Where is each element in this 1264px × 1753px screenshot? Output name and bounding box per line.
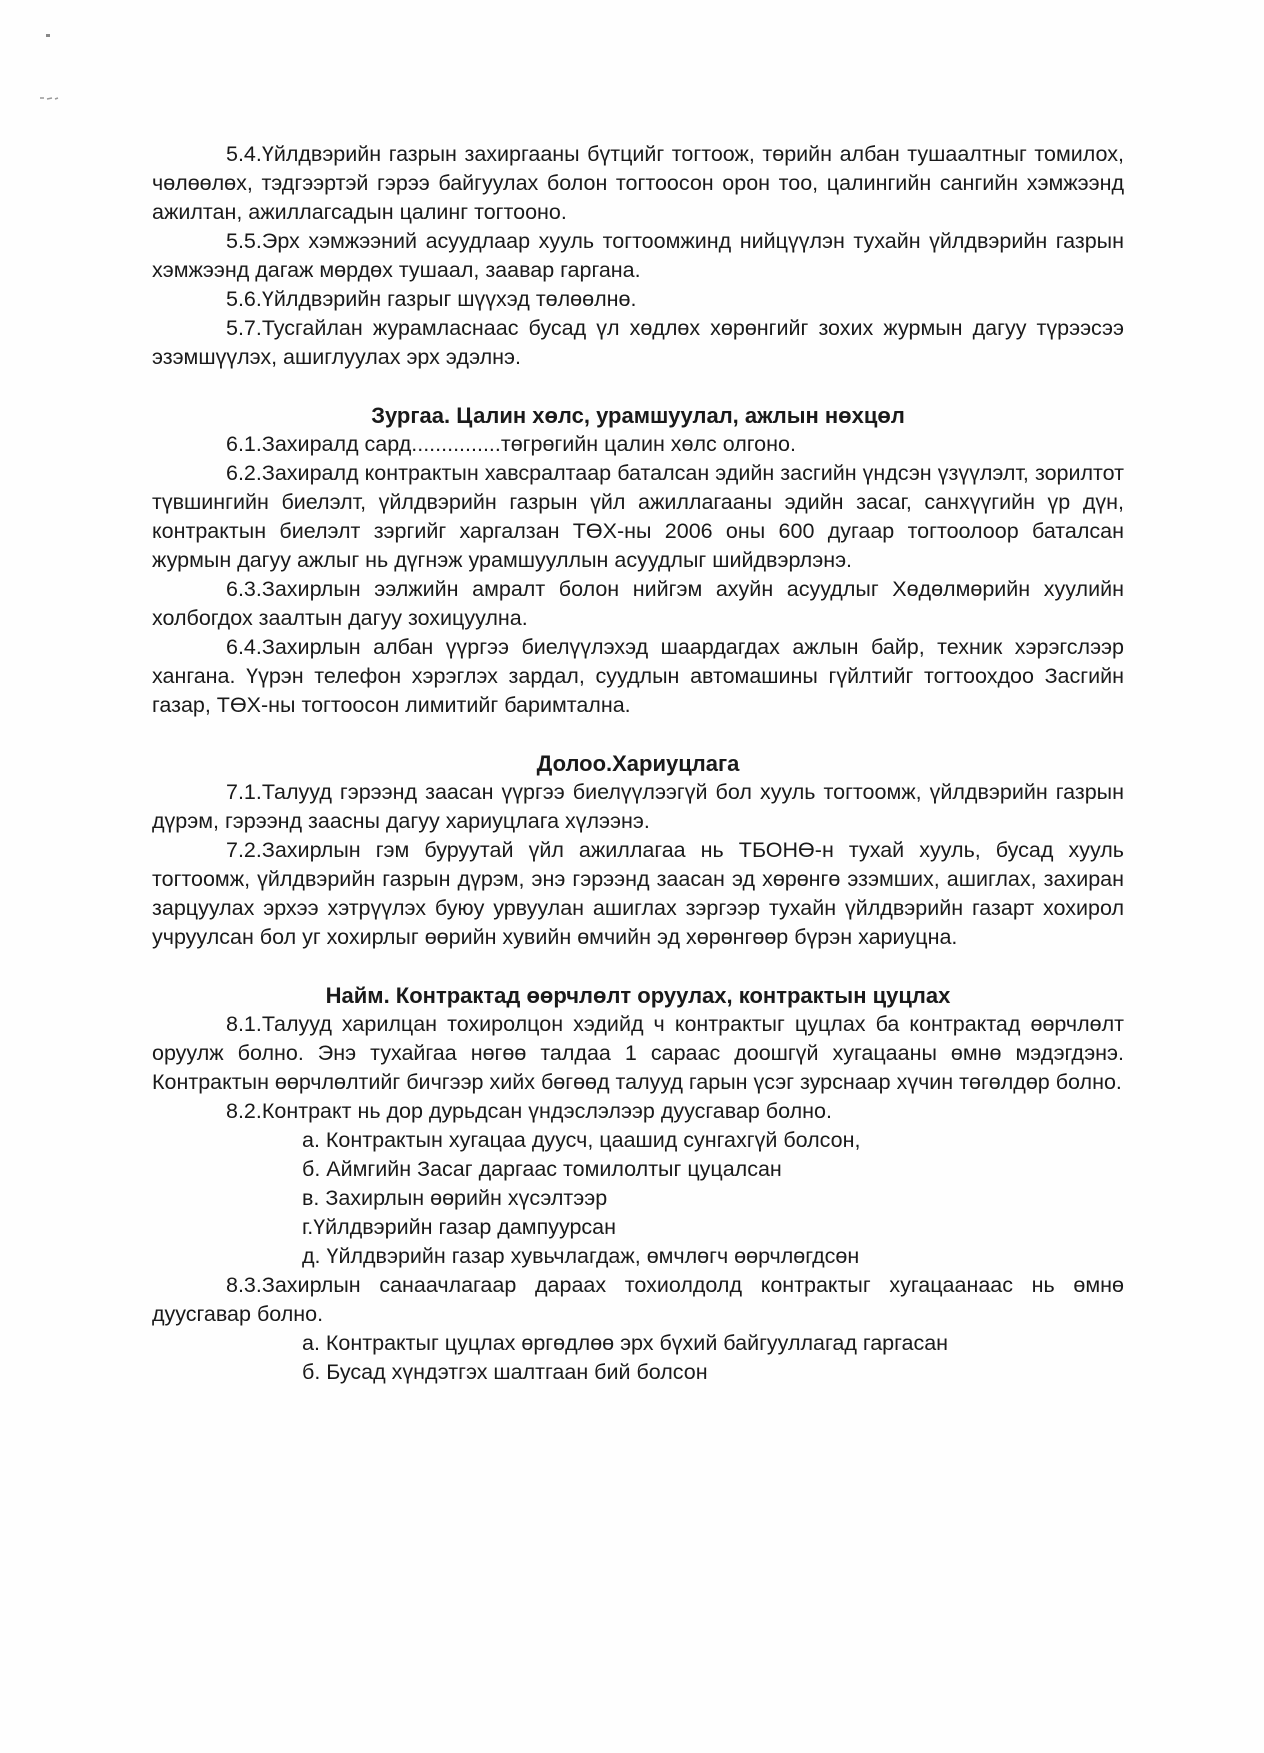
clause-5-5: 5.5.Эрх хэмжээний асуудлаар хууль тогтоомжинд нийцүүлэн тухайн үйлдвэрийн газрын хэмжээнд дагаж мөрдөх тушаал, заавар гаргана. <box>152 229 1124 282</box>
clause-8-1: 8.1.Талууд харилцан тохиролцон хэдийд ч контрактыг цуцлах ба контрактад өөрчлөлт оруулж болно. Энэ тухайгаа нөгөө талдаа 1 сараас доошгүй хугацааны өмнө мэдэгдэнэ. Контрактын өөрчлөлтийг бичгээр хийх бөгөөд талууд гарын үсэг зурснаар хүчин төгөлдөр болно. <box>152 1012 1124 1094</box>
clause-8-2: 8.2.Контракт нь дор дурьдсан үндэслэлээр дуусгавар болно. <box>226 1099 832 1123</box>
list-item-8-3-b: б. Бусад хүндэтгэх шалтгаан бий болсон <box>302 1360 708 1384</box>
clause-6-3: 6.3.Захирлын ээлжийн амралт болон нийгэм ахуйн асуудлыг Хөдөлмөрийн хуулийн холбогдох заалтын дагуу зохицуулна. <box>152 577 1124 630</box>
clause-6-4: 6.4.Захирлын албан үүргээ биелүүлэхэд шаардагдах ажлын байр, техник хэрэгслээр хангана. Үүрэн телефон хэрэглэх зардал, суудлын автомашины гүйлтийг тогтоохдоо Засгийн газар, ТӨХ-ны тогтоосон лимитийг баримтална. <box>152 635 1124 717</box>
clause-7-1: 7.1.Талууд гэрээнд заасан үүргээ биелүүлээгүй бол хууль тогтоомж, үйлдвэрийн газрын дүрэм, гэрээнд заасны дагуу хариуцлага хүлээнэ. <box>152 780 1124 833</box>
section-7-heading: Долоо.Хариуцлага <box>536 751 740 776</box>
list-item-8-2-e: д. Үйлдвэрийн газар хувьчлагдаж, өмчлөгч өөрчлөгдсөн <box>302 1244 860 1268</box>
spacer <box>152 952 1124 981</box>
section-6-heading: Зургаа. Цалин хөлс, урамшуулал, ажлын нөхцөл <box>371 403 905 428</box>
clause-6-1: 6.1.Захиралд сард...............төгрөгийн цалин хөлс олгоно. <box>226 432 796 456</box>
spacer <box>152 372 1124 401</box>
clause-5-6: 5.6.Үйлдвэрийн газрыг шүүхэд төлөөлнө. <box>226 287 637 311</box>
spacer <box>152 720 1124 749</box>
document-body <box>152 140 1124 1387</box>
clause-8-3: 8.3.Захирлын санаачлагаар дараах тохиолдолд контрактыг хугацаанаас нь өмнө дуусгавар болно. <box>152 1273 1124 1326</box>
clause-5-4: 5.4.Үйлдвэрийн газрын захиргааны бүтцийг тогтоож, төрийн албан тушаалтныг томилох, чөлөөлөх, тэдгээртэй гэрээ байгуулах болон тогтоосон орон тоо, цалингийн сангийн хэмжээнд ажилтан, ажиллагсадын цалинг тогтооно. <box>152 142 1124 224</box>
clause-6-2: 6.2.Захиралд контрактын хавсралтаар баталсан эдийн засгийн үндсэн үзүүлэлт, зорилтот түвшингийн биелэлт, үйлдвэрийн газрын үйл ажиллагааны эдийн засаг, санхүүгийн үр дүн, контрактын биелэлт зэргийг харгалзан ТӨХ-ны 2006 оны 600 дугаар тогтоолоор баталсан журмын дагуу ажлыг нь дүгнэж урамшууллын асуудлыг шийдвэрлэнэ. <box>152 461 1124 572</box>
list-item-8-2-a: а. Контрактын хугацаа дуусч, цаашид сунгахгүй болсон, <box>302 1128 861 1152</box>
list-item-8-2-d: г.Үйлдвэрийн газар дампуурсан <box>302 1215 617 1239</box>
scan-mark-icon <box>38 28 68 108</box>
list-item-8-2-b: б. Аймгийн Засаг даргаас томилолтыг цуцалсан <box>302 1157 782 1181</box>
list-item-8-2-c: в. Захирлын өөрийн хүсэлтээр <box>302 1186 608 1210</box>
clause-7-2: 7.2.Захирлын гэм буруутай үйл ажиллагаа нь ТБОНӨ-н тухай хууль, бусад хууль тогтоомж, үйлдвэрийн газрын дүрэм, энэ гэрээнд заасан эд хөрөнгө эзэмших, ашиглах, захиран зарцуулах эрхээ хэтрүүлэх буюу урвуулан ашиглах зэргээр тухайн үйлдвэрийн газарт хохирол учруулсан бол уг хохирлыг өөрийн хувийн өмчийн эд хөрөнгөөр бүрэн хариуцна. <box>152 838 1124 949</box>
list-item-8-3-a: а. Контрактыг цуцлах өргөдлөө эрх бүхий байгууллагад гаргасан <box>302 1331 949 1355</box>
clause-5-7: 5.7.Тусгайлан журамласнаас бусад үл хөдлөх хөрөнгийг зохих журмын дагуу түрээсээ эзэмшүүлэх, ашиглуулах эрх эдэлнэ. <box>152 316 1124 369</box>
section-8-heading: Найм. Контрактад өөрчлөлт оруулах, контрактын цуцлах <box>325 983 951 1008</box>
